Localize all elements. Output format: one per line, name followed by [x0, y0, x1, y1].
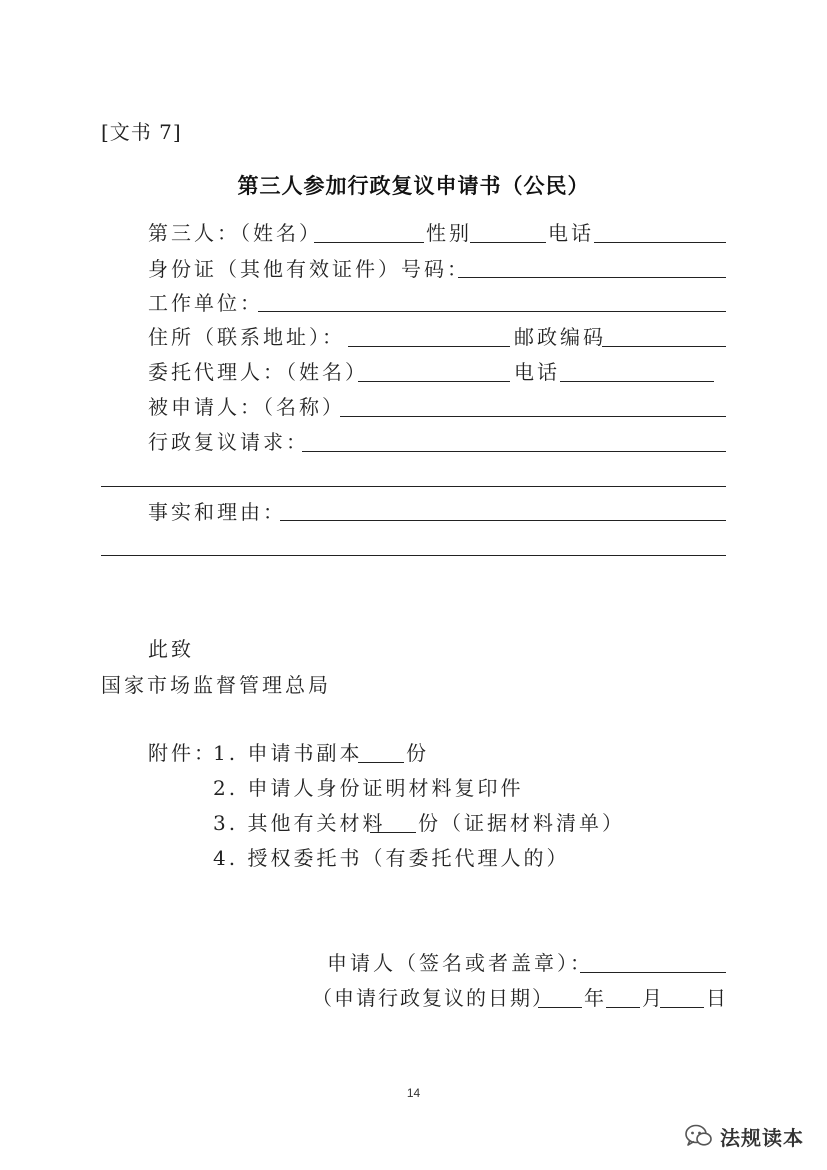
agent-name-label: 委托代理人：（姓名） — [148, 360, 368, 384]
gender-label: 性别 — [426, 221, 472, 245]
date-label: （申请行政复议的日期） — [312, 986, 554, 1010]
third-party-name-label: 第三人：（姓名） — [148, 221, 322, 245]
postal-code-field[interactable] — [602, 346, 726, 347]
address-field[interactable] — [348, 346, 510, 347]
year-field[interactable] — [538, 1007, 582, 1008]
signature-field[interactable] — [580, 972, 726, 973]
address-label: 住所（联系地址）： — [148, 325, 345, 349]
attachments-label: 附件： — [148, 741, 217, 765]
attachment-4: 4. 授权委托书（有委托代理人的） — [213, 846, 570, 870]
request-continuation-line[interactable] — [101, 486, 726, 487]
agent-phone-label: 电话 — [514, 360, 560, 384]
attachment-3-count-field[interactable] — [370, 832, 416, 833]
watermark — [684, 1120, 816, 1150]
watermark-text: 法规读本 — [720, 1126, 804, 1150]
attachment-2: 2. 申请人身份证明材料复印件 — [213, 776, 524, 800]
agent-phone-field[interactable] — [560, 381, 714, 382]
facts-continuation-line[interactable] — [101, 555, 726, 556]
page-number: 14 — [406, 1086, 421, 1100]
day-label: 日 — [706, 986, 729, 1010]
respondent-label: 被申请人：（名称） — [148, 395, 345, 419]
document-title: 第三人参加行政复议申请书（公民） — [237, 174, 590, 198]
respondent-field[interactable] — [340, 416, 726, 417]
attachment-3-suffix: 份（证据材料清单） — [418, 811, 625, 835]
signature-label: 申请人（签名或者盖章）： — [327, 951, 593, 975]
attachment-3-prefix: 3. 其他有关材料 — [213, 811, 386, 835]
gender-field[interactable] — [470, 242, 546, 243]
facts-label: 事实和理由： — [148, 500, 286, 524]
third-party-name-field[interactable] — [314, 242, 424, 243]
request-field[interactable] — [302, 451, 726, 452]
wechat-icon — [684, 1122, 714, 1150]
phone-label: 电话 — [548, 221, 594, 245]
work-unit-label: 工作单位： — [148, 291, 263, 315]
attachment-1-prefix: 1. 申请书副本 — [213, 741, 363, 765]
facts-field[interactable] — [280, 520, 726, 521]
attachment-1-suffix: 份 — [406, 741, 429, 765]
attachment-1-count-field[interactable] — [358, 762, 404, 763]
postal-code-label: 邮政编码 — [514, 325, 606, 349]
salutation: 此致 — [148, 637, 194, 661]
agent-name-field[interactable] — [358, 381, 510, 382]
id-number-field[interactable] — [458, 277, 726, 278]
document-tag: [文书 7] — [101, 120, 182, 144]
request-label: 行政复议请求： — [148, 430, 309, 454]
day-field[interactable] — [660, 1007, 704, 1008]
work-unit-field[interactable] — [258, 311, 726, 312]
phone-field[interactable] — [594, 242, 726, 243]
recipient: 国家市场监督管理总局 — [101, 673, 331, 697]
month-label: 月 — [642, 986, 665, 1010]
month-field[interactable] — [606, 1007, 640, 1008]
id-number-label: 身份证（其他有效证件）号码： — [148, 257, 470, 281]
year-label: 年 — [584, 986, 607, 1010]
